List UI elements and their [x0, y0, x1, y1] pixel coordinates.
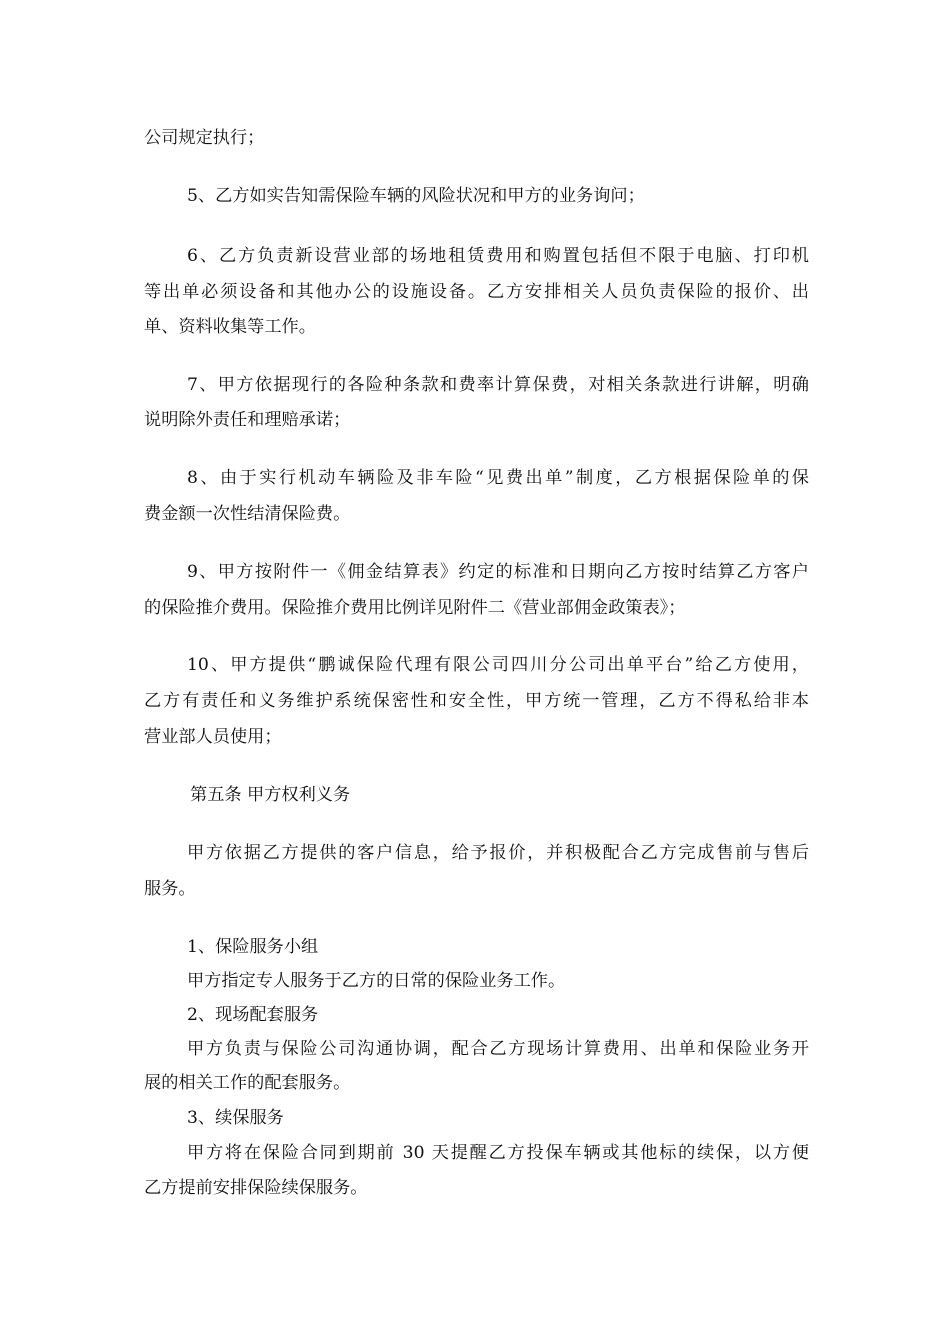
text-line: 费金额一次性结清保险费。	[144, 504, 351, 524]
text-line: 乙方有责任和义务维护系统保密性和安全性，甲方统一管理，乙方不得私给非本	[144, 691, 809, 711]
text-line: 甲方负责与保险公司沟通协调，配合乙方现场计算费用、出单和保险业务开	[187, 1039, 809, 1059]
text-line: 单、资料收集等工作。	[144, 317, 316, 337]
text-line: 服务。	[144, 879, 196, 899]
text-line: 的保险推介费用。保险推介费用比例详见附件二《营业部佣金政策表》；	[144, 598, 686, 618]
clause-10: 10、甲方提供“鹏诚保险代理有限公司四川分公司出单平台”给乙方使用，	[187, 655, 809, 675]
clause-7: 7、甲方依据现行的各险种条款和费率计算保费，对相关条款进行讲解，明确	[187, 375, 809, 395]
section-heading: 第五条 甲方权利义务	[190, 785, 351, 805]
text-line: 甲方依据乙方提供的客户信息，给予报价，并积极配合乙方完成售前与售后	[187, 843, 809, 863]
service-item-3: 3、续保服务	[187, 1108, 284, 1128]
clause-5: 5、乙方如实告知需保险车辆的风险状况和甲方的业务询问；	[187, 186, 645, 206]
clause-9: 9、甲方按附件一《佣金结算表》约定的标准和日期向乙方按时结算乙方客户	[187, 562, 809, 582]
text-line: 说明除外责任和理赔承诺；	[144, 410, 351, 430]
clause-8: 8、由于实行机动车辆险及非车险“见费出单”制度，乙方根据保险单的保	[187, 468, 809, 488]
service-item-1: 1、保险服务小组	[187, 937, 319, 957]
text-line: 乙方提前安排保险续保服务。	[144, 1178, 368, 1198]
text-line: 等出单必须设备和其他办公的设施设备。乙方安排相关人员负责保险的报价、出	[144, 282, 809, 302]
text-line: 营业部人员使用；	[144, 727, 282, 747]
clause-6: 6、乙方负责新设营业部的场地租赁费用和购置包括但不限于电脑、打印机	[187, 246, 809, 266]
text-line: 甲方指定专人服务于乙方的日常的保险业务工作。	[187, 971, 566, 991]
text-line: 甲方将在保险合同到期前 30 天提醒乙方投保车辆或其他标的续保，以方便	[187, 1143, 809, 1163]
text-line: 公司规定执行；	[144, 128, 265, 148]
service-item-2: 2、现场配套服务	[187, 1005, 319, 1025]
text-line: 展的相关工作的配套服务。	[144, 1073, 351, 1093]
